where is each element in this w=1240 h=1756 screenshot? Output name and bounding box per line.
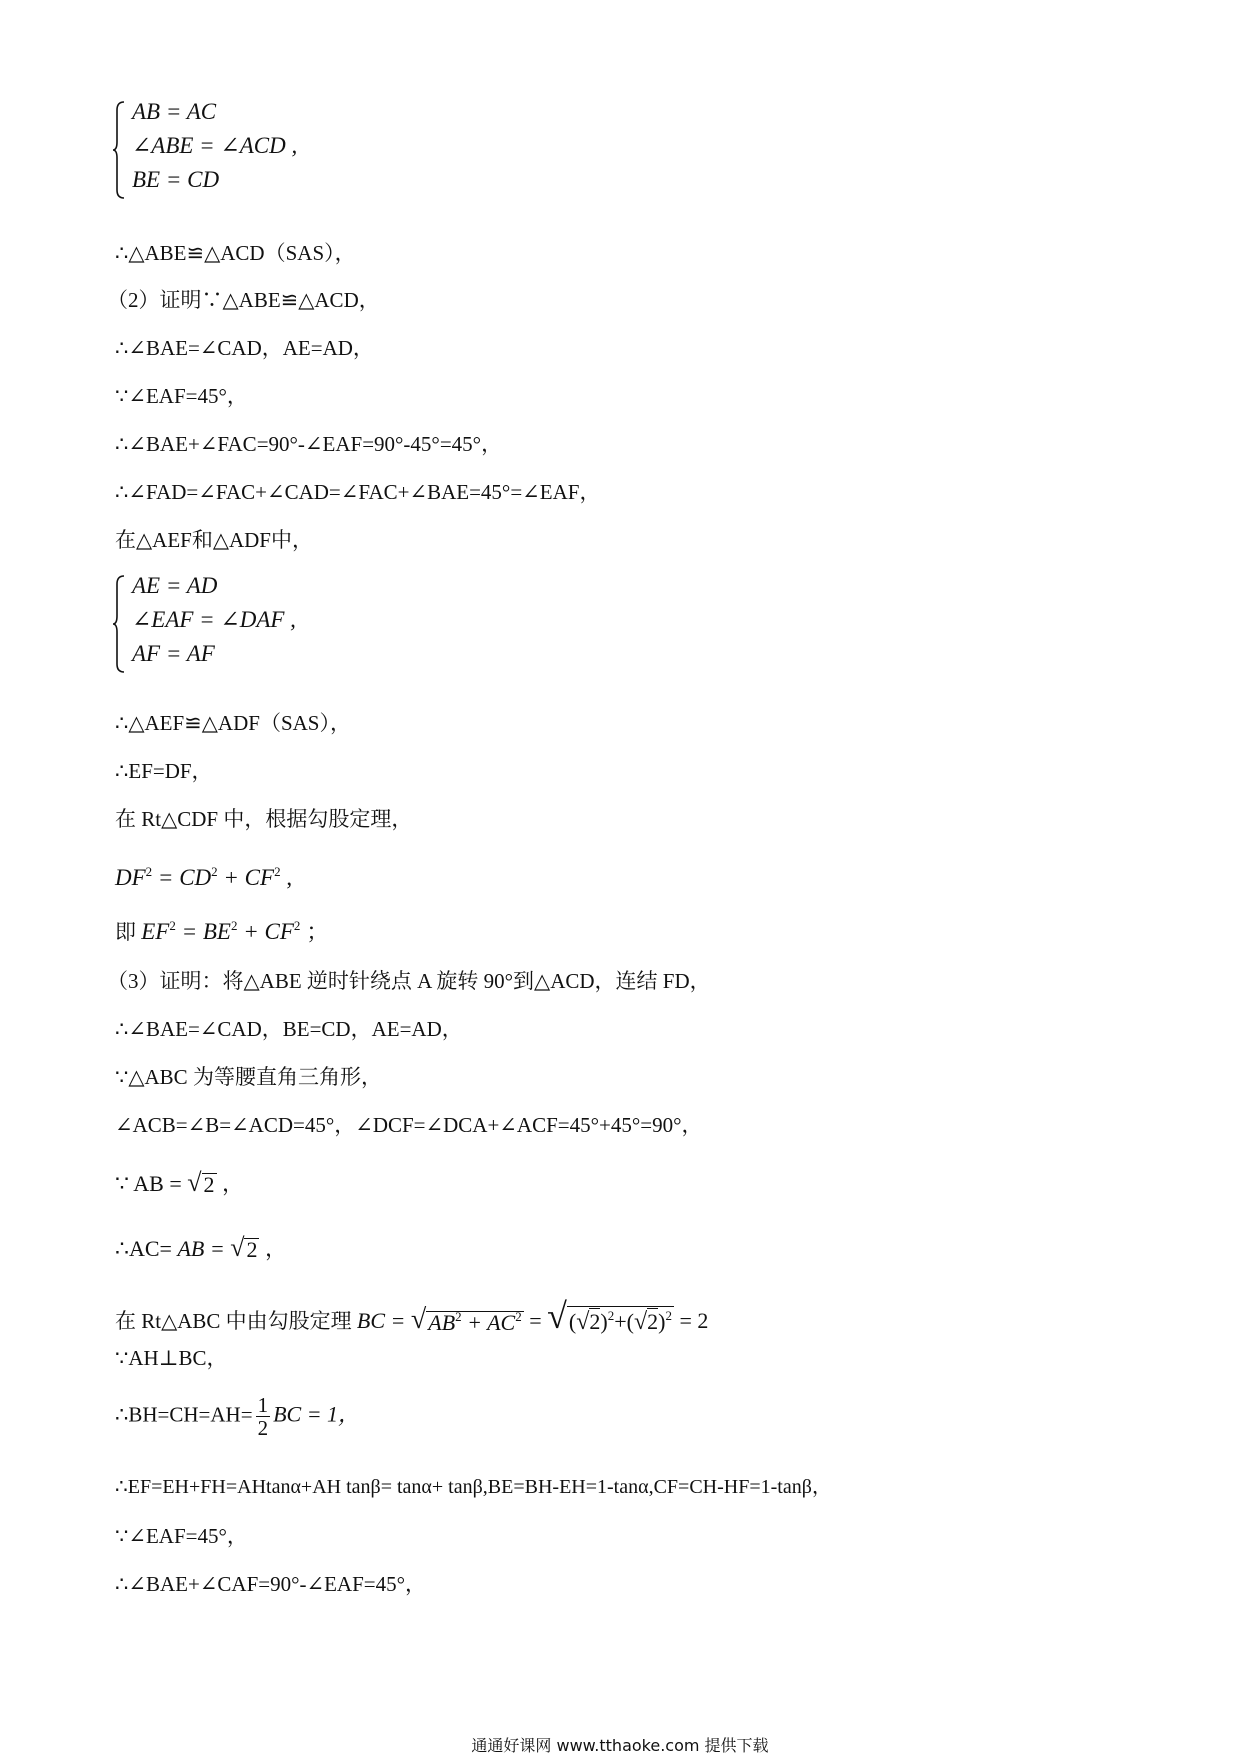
proof-line: ∴∠FAD=∠FAC+∠CAD=∠FAC+∠BAE=45°=∠EAF， (115, 480, 601, 504)
proof-line: ∴∠BAE+∠FAC=90°-∠EAF=90°-45°=45°， (115, 432, 503, 456)
fraction: $\frac{1}{2}$ (257, 1393, 269, 1441)
system1-row3: BE = CD (132, 167, 220, 192)
proof-line: ∵△ABC 为等腰直角三角形， (115, 1065, 382, 1089)
sqrt: √ 2 (230, 1233, 258, 1262)
equation-bc-value: 在 Rt△ABC 中由勾股定理 BC = √ $AB^2 + AC^2$ = √ $(√2)^2+(√2)^2$ = 2 (115, 1296, 709, 1336)
equation-pythagorean-2: 即 $EF^2 = BE^2 + CF^2$ ； (115, 918, 330, 944)
proof-line: ∴∠BAE=∠CAD，AE=AD， (115, 336, 374, 360)
proof-line: ∴∠BAE=∠CAD，BE=CD，AE=AD， (115, 1017, 463, 1041)
system2-row3: AF = AF (132, 641, 215, 666)
proof-line: （3）证明：将△ABE 逆时针绕点 A 旋转 90°到△ACD，连结 FD， (107, 969, 711, 993)
system1-row2: ∠ABE = ∠ACD , (132, 133, 298, 158)
proof-line: ∴∠BAE+∠CAF=90°-∠EAF=45°， (115, 1572, 426, 1596)
sqrt: √ 2 (187, 1168, 215, 1197)
proof-line: ∴EF=DF， (115, 759, 213, 783)
system1-row1: AB = AC (132, 99, 217, 124)
proof-line: ∵∠EAF=45°， (115, 1524, 248, 1548)
left-brace (112, 100, 126, 200)
proof-line: ∠ACB=∠B=∠ACD=45°，∠DCF=∠DCA+∠ACF=45°+45°=90°， (115, 1113, 703, 1137)
proof-line: ∵∠EAF=45°， (115, 384, 248, 408)
proof-line: 在△AEF和△ADF中， (115, 528, 313, 552)
proof-line: ∴△ABE≌△ACD（SAS）， (115, 241, 356, 265)
proof-line: （2）证明∵△ABE≌△ACD， (107, 288, 380, 312)
equation-pythagorean-1: $DF^2 = CD^2 + CF^2$ , (115, 864, 293, 890)
system2-row2: ∠EAF = ∠DAF , (132, 607, 296, 632)
sqrt: √ $(√2)^2+(√2)^2$ (547, 1296, 672, 1336)
equation-ac-value: ∴AC= AB = √ 2 ， (115, 1233, 287, 1262)
system2-row1: AE = AD (132, 573, 218, 598)
equation-system-2 (112, 574, 372, 674)
equation-ab-value: ∵ AB = √ 2 ， (115, 1168, 245, 1197)
footer-watermark: 通通好课网 www.tthaoke.com 提供下载 (471, 1736, 769, 1755)
sqrt: √ $AB^2 + AC^2$ (410, 1304, 522, 1335)
equation-system-1 (112, 100, 372, 200)
equation-bh-value: ∴BH=CH=AH= $\frac{1}{2}$ BC = 1， (115, 1393, 361, 1441)
proof-line: ∵AH⊥BC， (115, 1346, 228, 1370)
proof-line: 在 Rt△CDF 中，根据勾股定理， (115, 807, 413, 831)
proof-line: ∴EF=EH+FH=AHtanα+AH tanβ= tanα+ tanβ,BE=BH-EH=1-tanα,CF=CH-HF=1-tanβ， (115, 1476, 832, 1498)
proof-line: ∴△AEF≌△ADF（SAS）， (115, 711, 351, 735)
left-brace (112, 574, 126, 674)
